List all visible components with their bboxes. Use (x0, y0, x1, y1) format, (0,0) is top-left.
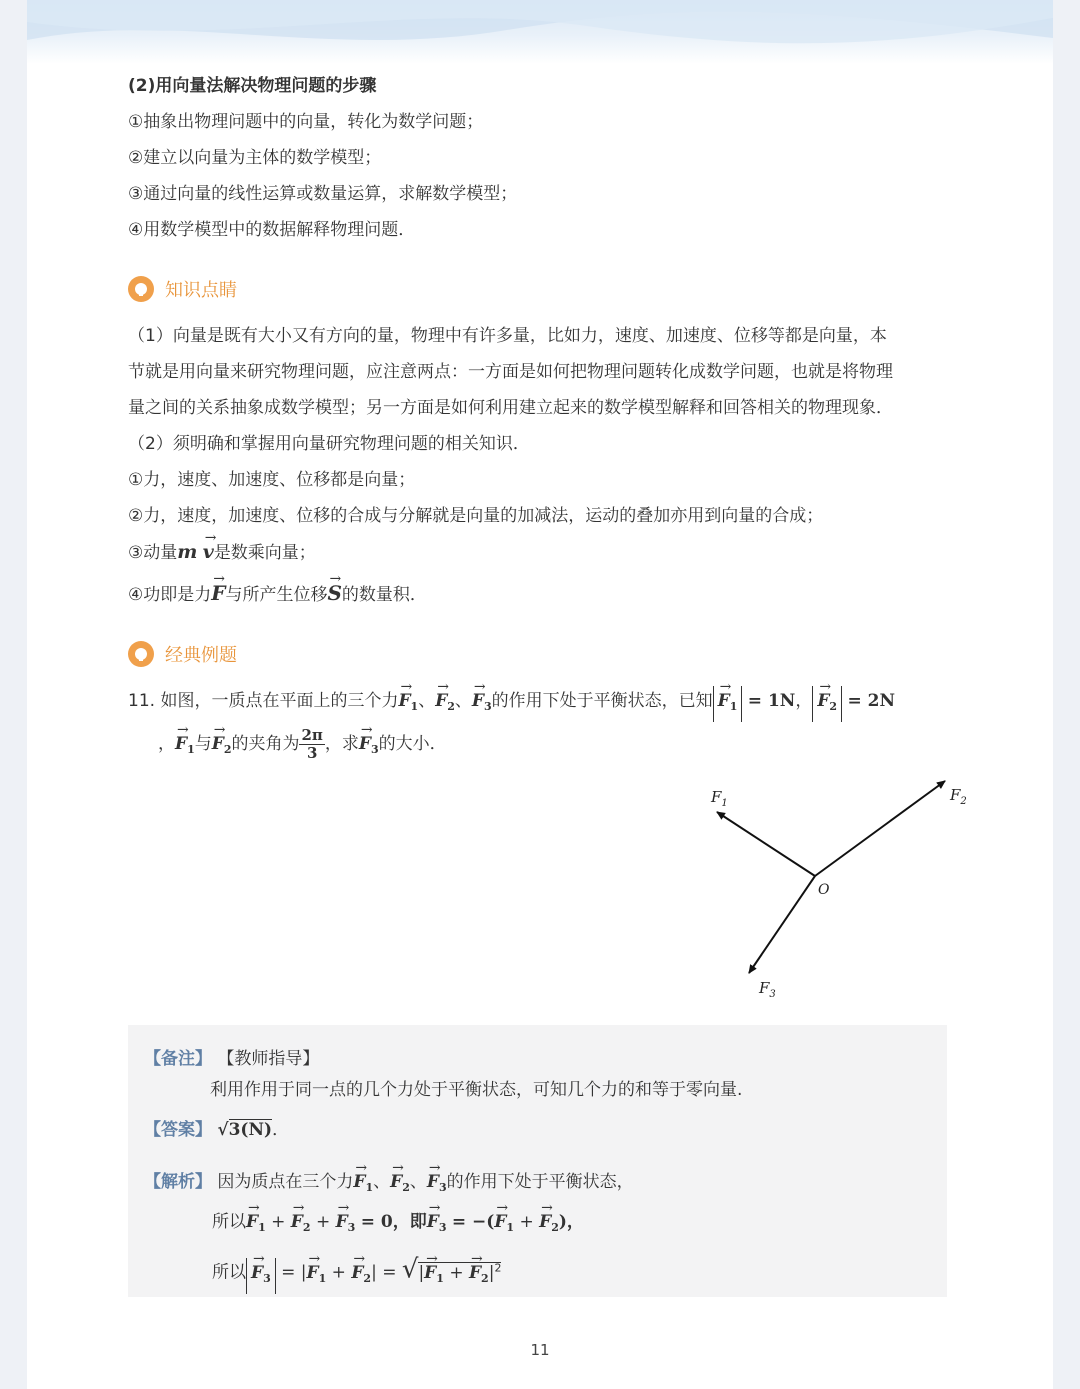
analysis-tag: 【解析】 (144, 1172, 212, 1192)
knowledge-line-3: 量之间的关系抽象成数学模型；另一方面是如何利用建立起来的数学模型解释和回答相关的物理现象． (128, 398, 893, 418)
steps-heading: (2)用向量法解决物理问题的步骤 (128, 76, 377, 96)
knowledge-line-8 (128, 581, 427, 607)
momentum-label: ③动量 (128, 543, 178, 563)
answer-row: 【答案】 √3(N)． (144, 1120, 290, 1140)
angle-fraction: $\frac{2\pi}{3}$ (301, 725, 323, 762)
wave-decoration (27, 0, 1053, 64)
step-4: ④用数学模型中的数据解释物理问题． (128, 220, 416, 240)
vector-F1: → $F_1$ (398, 686, 418, 722)
vector-F3: → $F_3$ (359, 726, 379, 768)
work-mid: 与所产生位移 (225, 585, 328, 605)
momentum-desc: 是数乘向量； (213, 543, 316, 563)
analysis-row-1: 【解析】 因为质点在三个力→ $F_1$、→ $F_2$、→ $F_3$的作用下处于平衡状态， (144, 1167, 634, 1203)
example-section-header (128, 639, 237, 669)
note-row (144, 1047, 319, 1071)
knowledge-line-1: （1）向量是既有大小又有方向的量，物理中有许多量，比如力，速度、加速度、位移等都是向量，本 (128, 326, 887, 346)
header-decoration (27, 0, 1053, 64)
velocity-vector: → v (203, 540, 214, 564)
example-question-line-2: ，→ $F_1$与→ $F_2$的夹角为 $\frac{2\pi}{3}$ ，求→ $F_3$的大小． (158, 726, 447, 768)
question-text-2: 的作用下处于平衡状态，已知 (491, 691, 713, 711)
page-number: 11 (530, 1341, 550, 1359)
step-1: ①抽象出物理问题中的向量，转化为数学问题； (128, 112, 484, 132)
answer-value: √3(N) (217, 1120, 273, 1140)
vector-F1: → $F_1$ (175, 726, 195, 768)
magnitude-F1-value: = 1N (747, 691, 796, 711)
question-text-end: 的大小． (378, 734, 447, 754)
analysis-row-2: 所以→ $F_1$ + → $F_2$ + → $F_3 = 0$，即→ $F_3$ = −(→ $F_1$ + → $F_2$)， (212, 1207, 584, 1243)
question-number: 11. (128, 691, 156, 711)
arrow-F1 (717, 812, 815, 876)
vector-F2: → $F_2$ (212, 726, 232, 768)
note-tag: 【备注】 (144, 1049, 212, 1069)
force-diagram (697, 772, 987, 1002)
example-question-line-1: 11. 如图，一质点在平面上的三个力→ $F_1$、→ $F_2$、→ $F_3$的作用下处于平衡状态，已知→ $F_1 = 1N$，→ $F_2 = 2N$ (128, 686, 895, 722)
knowledge-line-6: ②力，速度，加速度、位移的合成与分解就是向量的加减法，运动的叠加亦用到向量的合成； (128, 506, 824, 526)
force-vector: → F (211, 581, 225, 605)
magnitude-F2-value: = 2N (847, 691, 895, 711)
question-text-1: 如图，一质点在平面上的三个力 (160, 691, 399, 711)
answer-tag: 【答案】 (144, 1120, 212, 1140)
lightbulb-icon (128, 641, 154, 667)
solution-box (128, 1025, 947, 1297)
page (27, 0, 1053, 1389)
step-3: ③通过向量的线性运算或数量运算，求解数学模型； (128, 184, 518, 204)
vector-F2: → $F_2$ (435, 686, 455, 722)
question-text-angle: 的夹角为 (231, 734, 300, 754)
arrow-F2 (815, 781, 945, 876)
vector-F3: → $F_3$ (472, 686, 492, 722)
knowledge-line-7 (128, 540, 316, 565)
lightbulb-icon (128, 276, 154, 302)
label-origin: O (818, 882, 830, 898)
label-F1: $F_1$ (711, 788, 728, 809)
arrow-F3 (749, 876, 815, 973)
note-text: 利用作用于同一点的几个力处于平衡状态，可知几个力的和等于零向量. (210, 1080, 743, 1100)
knowledge-title: 知识点睛 (165, 280, 237, 301)
magnitude-F2: → $F_2$ (812, 686, 842, 722)
knowledge-line-5: ①力，速度、加速度、位移都是向量； (128, 470, 416, 490)
work-label: ④功即是力 (128, 585, 212, 605)
displacement-vector: → S (327, 581, 341, 605)
step-2: ②建立以向量为主体的数学模型； (128, 148, 382, 168)
work-end: 的数量积． (341, 585, 427, 605)
example-title: 经典例题 (165, 645, 237, 666)
label-F3: $F_3$ (759, 979, 776, 1000)
knowledge-line-4: （2）须明确和掌握用向量研究物理问题的相关知识． (128, 434, 530, 454)
knowledge-section-header (128, 274, 237, 304)
label-F2: $F_2$ (950, 786, 967, 807)
analysis-row-3: 所以→ $F_3$ = |→ $F_1$ + → $F_2|$ = √|→ $F_1$ + → $F_2|^2$ (212, 1251, 501, 1296)
magnitude-F1: → $F_1$ (713, 686, 743, 722)
note-heading: 【教师指导】 (217, 1049, 320, 1069)
mass-symbol: m (177, 541, 198, 563)
knowledge-line-2: 节就是用向量来研究物理问题，应注意两点：一方面是如何把物理问题转化成数学问题，也就是将物理 (128, 362, 893, 382)
